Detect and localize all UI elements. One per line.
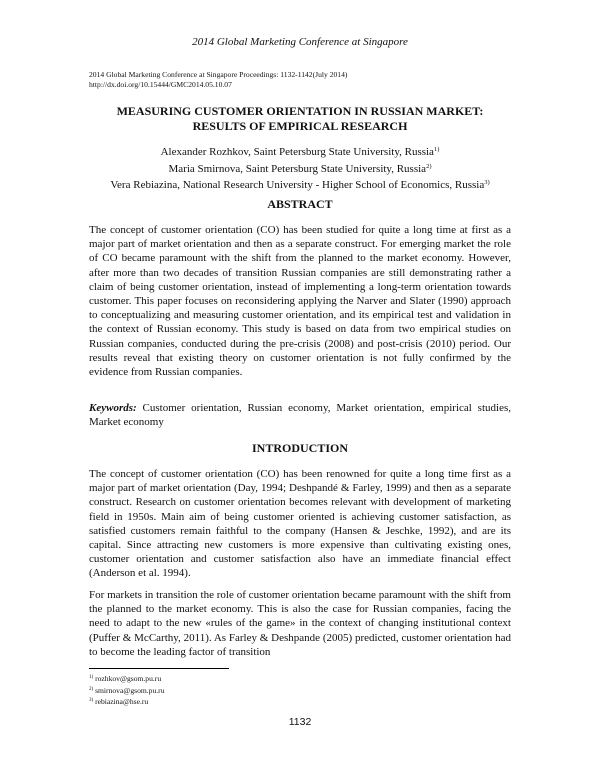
footnote-3 <box>89 696 165 708</box>
footnote-1 <box>89 673 165 685</box>
footnote-2-email[interactable]: smirnova@gsom.pu.ru <box>93 685 165 695</box>
abstract-text: The concept of customer orientation (CO) has been studied for quite a long time at first as a major part of market orientation and then as a separate construct. For emerging market the role of CO became paramount with the shift from the planned to the market economy. However, after more than two decades of transition Russian companies are still demonstrating rather a claim of being customer orientation, instead of implementing a long-term orientation towards customer. This paper focuses on reconsidering applying the Narver and Slater (1990) approach to conceptualizing and measuring customer orientation, and its empirical test and validation in the context of Russian economy. This study is based on data from two empirical studies on Russian companies, conducted during the pre-crisis (2008) and post-crisis (2010) period. Our results reveal that existing theory on customer orientation is not fully confirmed by the evidence from Russian companies. <box>89 224 511 379</box>
page-number: 1132 <box>288 716 312 728</box>
footnote-2-mark: 2) <box>89 686 94 692</box>
keywords-label: Keywords: <box>89 402 137 414</box>
author-3-affiliation: Vera Rebiazina, National Research University - Higher School of Economics, Russia <box>110 179 485 191</box>
author-list <box>40 143 560 193</box>
running-header: 2014 Global Marketing Conference at Singapore <box>192 36 408 48</box>
introduction-paragraph-2: For markets in transition the role of customer orientation became paramount with the shift from the planned to the market economy. This is also the case for Russian companies, facing the need to adapt to the new «rules of the game» in the context of changing institutional context (Puffer & McCarthy, 2011). As Farley & Deshpande (2005) predicted, customer orientation had to become the leading factor of transition <box>89 589 511 658</box>
footnote-1-mark: 1) <box>89 675 94 680</box>
author-2-affiliation: Maria Smirnova, Saint Petersburg State University, Russia <box>168 162 427 175</box>
title-line-2: RESULTS OF EMPIRICAL RESEARCH <box>192 119 408 133</box>
author-1 <box>40 143 560 160</box>
proceedings-line: 2014 Global Marketing Conference at Singapore Proceedings: 1132-1142(July 2014) <box>89 70 348 79</box>
author-1-affiliation: Alexander Rozhkov, Saint Petersburg State University, Russia <box>160 146 434 158</box>
footnote-2 <box>89 685 165 697</box>
footnotes <box>89 673 165 708</box>
title-line-1: MEASURING CUSTOMER ORIENTATION IN RUSSIAN MARKET: <box>116 104 484 118</box>
proceedings-info <box>89 70 347 90</box>
footnote-1-email[interactable]: rozhkov@gsom.pu.ru <box>93 674 162 683</box>
author-1-footnote-mark: 1) <box>433 146 440 153</box>
footnote-3-mark: 3) <box>89 698 94 703</box>
abstract-heading: ABSTRACT <box>267 197 333 211</box>
author-3 <box>40 176 560 193</box>
footnote-3-email[interactable]: rebiazina@hse.ru <box>93 697 149 706</box>
footnote-divider <box>89 668 229 669</box>
keywords-text: Customer orientation, Russian economy, Market orientation, empirical studies, Market economy <box>89 402 511 429</box>
author-3-footnote-mark: 3) <box>484 179 490 186</box>
paper-title <box>60 104 540 134</box>
author-2 <box>40 160 560 177</box>
author-2-footnote-mark: 2) <box>426 162 432 170</box>
keywords <box>89 401 511 429</box>
introduction-paragraph-1: The concept of customer orientation (CO) has been renowned for quite a long time first as a major part of market orientation (Day, 1994; Deshpandé & Farley, 1999) and then as a separate construct. Research on customer orientation becomes relevant with development of marketing field in 1950s. Main aim of being customer oriented is achieving customer satisfaction, as satisfied customers remain faithful to the company (Hansen & Jeschke, 1992), and are its capital. Since attracting new customers is more expensive than cultivating existing ones, customer orientation and customer satisfaction also have an immediate financial effect (Anderson et al. 1994). <box>89 468 511 580</box>
doi-link[interactable]: http://dx.doi.org/10.15444/GMC2014.05.10.07 <box>89 80 232 89</box>
introduction-heading: INTRODUCTION <box>251 441 348 455</box>
